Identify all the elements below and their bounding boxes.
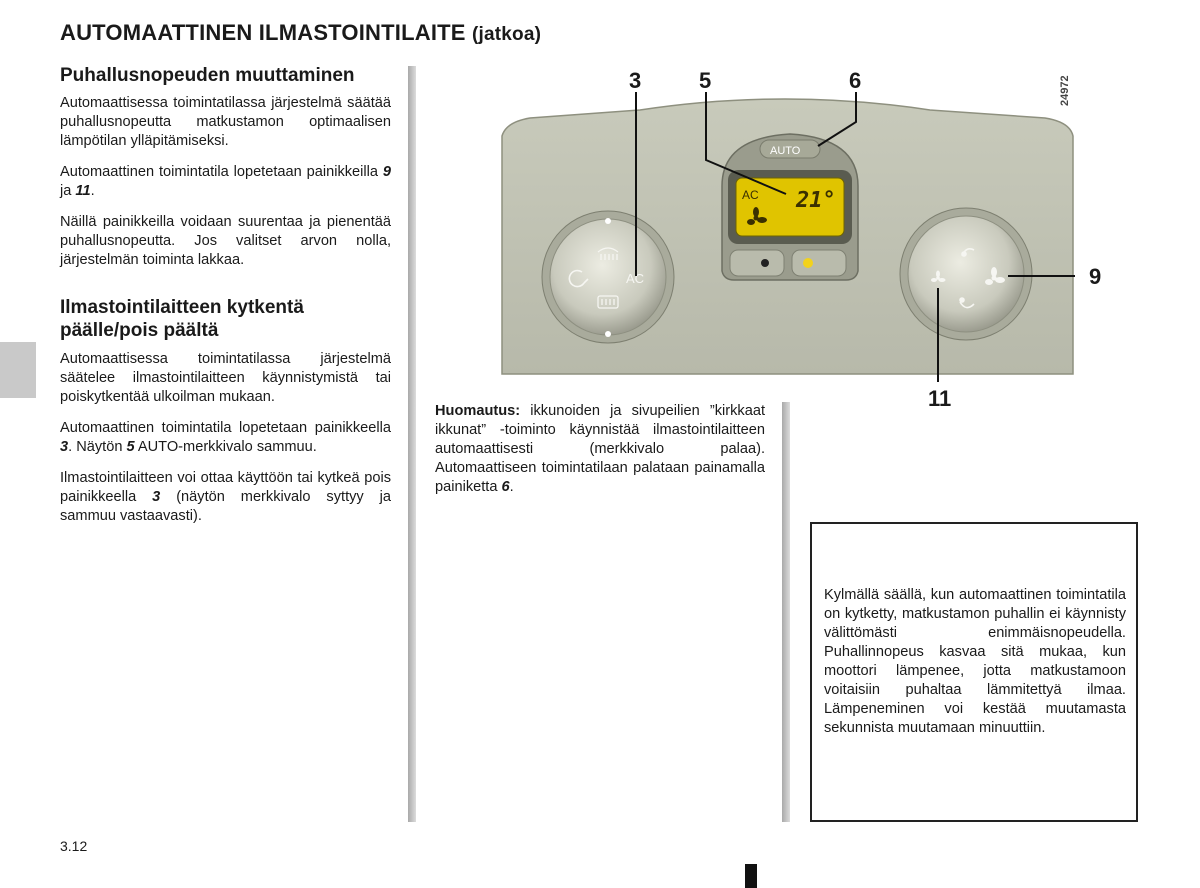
climate-control-panel-figure [500,66,1075,382]
page-number: 3.12 [60,838,88,854]
button-ref-9: 9 [382,164,391,180]
page-title-suffix: (jatkoa) [471,24,542,45]
paragraph: Näillä painikkeilla voidaan suurentaa ja pienentää puhallusnopeutta. Jos valitset arvon nolla, järjestelmän toiminta lakkaa. [60,214,391,268]
auto-label: AUTO [770,145,801,157]
display-button-left [730,250,784,276]
column-separator [782,402,790,822]
ac-button-label: AC [626,271,645,286]
column-separator [408,66,416,822]
section-heading-fan-speed: Puhallusnopeuden muuttaminen [60,65,355,86]
note-paragraph: Huomautus: ikkunoiden ja sivupeilien ”kirkkaat ikkunat” -toiminto käynnistää ilmastointilaitteen automaattisesti (merkkivalo palaa). Automaattiseen toimintatilaan palataan painamalla painiketta 6. [435,403,765,495]
button-ref-6: 6 [501,479,510,495]
callout-11: 11 [928,386,952,411]
page-title-main: AUTOMAATTINEN ILMASTOINTILAITE [60,20,466,45]
display-button-right [792,250,846,276]
button-ref-3: 3 [152,489,161,505]
paragraph: Automaattisessa toimintatilassa järjestelmä säätää puhallusnopeutta matkustamon optimaalisen lämpötilan ylläpitämiseksi. [60,95,391,149]
info-box-text: Kylmällä säällä, kun automaattinen toimintatila on kytketty, matkustamon puhallin ei käynnisty välittömästi enimmäisnopeudella. Puhallinnopeus kasvaa sitä mukaa, kun moottori lämpenee, jotta matkustamoon voitaisiin puhaltaa lämmitettyä ilmaa. Lämpeneminen voi kestää muutamasta sekunnista muutamaan minuuttiin. [824,587,1126,736]
paragraph: Automaattinen toimintatila lopetetaan painikkeella 3. Näytön 5 AUTO-merkkivalo sammuu. [60,420,391,455]
section-body-ac-toggle [60,350,391,538]
callout-5: 5 [699,68,712,93]
section-body-fan-speed [60,94,391,282]
display-ref-5: 5 [126,439,135,455]
callout-3: 3 [629,68,642,93]
paragraph: Automaattinen toimintatila lopetetaan painikkeilla 9 ja 11. [60,164,391,199]
paragraph: Ilmastointilaitteen voi ottaa käyttöön tai kytkeä pois painikkeella 3 (näytön merkkivalo syttyy ja sammuu vastaavasti). [60,470,391,524]
display-temperature: 21° [796,188,836,213]
button-indicator-yellow [803,258,813,268]
button-indicator-dark [761,259,769,267]
button-ref-11: 11 [75,183,91,199]
page-edge-marker [745,864,757,888]
callout-9: 9 [1089,264,1102,289]
display-ac-label: AC [742,188,759,202]
button-ref-3: 3 [60,439,69,455]
figure-number: 24972 [1059,75,1071,106]
callout-6: 6 [849,68,862,93]
paragraph: Automaattisessa toimintatilassa järjestelmä säätelee ilmastointilaitteen käynnistymistä tai poiskytkentää ulkoilman mukaan. [60,351,391,405]
page-title [60,20,541,46]
section-heading-ac-toggle: Ilmastointilaitteen kytkentä päälle/pois päältä [60,297,304,341]
note-label: Huomautus: [435,403,521,419]
chapter-tab-marker [0,342,36,398]
